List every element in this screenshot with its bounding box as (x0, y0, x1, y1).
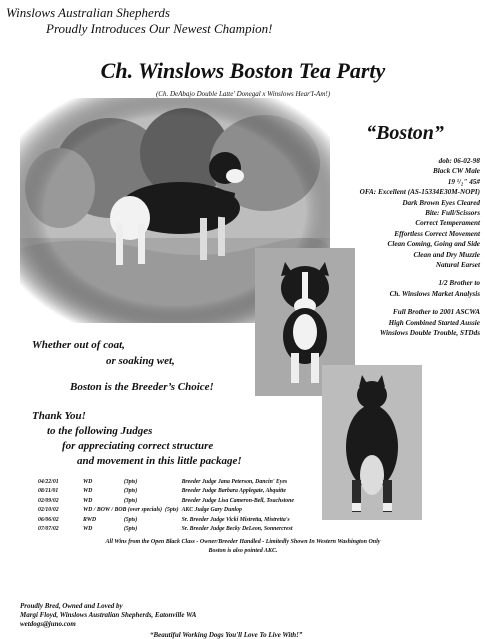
relation-line: Full Brother to 2001 ASCWA (392, 308, 480, 317)
win-points: (3pts) (123, 488, 138, 495)
slogan-line: Boston is the Breeder’s Choice! (70, 381, 214, 393)
owner-block (20, 602, 196, 629)
wins-table (38, 477, 297, 534)
win-date: 02/09/02 (38, 497, 59, 504)
win-judge: AKC Judge Gary Dunlop (181, 507, 242, 514)
relation-line: Ch. Winslows Market Analysis (389, 289, 480, 298)
win-points: (3pts) (123, 497, 138, 504)
stat-line: OFA: Excellent (AS-15334E30M-NOPI) (359, 188, 480, 197)
relation-line: 1/2 Brother to (438, 279, 480, 288)
relation-line: High Combined Started Aussie (388, 318, 480, 327)
dog-title: Ch. Winslows Boston Tea Party (100, 58, 386, 83)
win-judge: Breeder Judge Barbara Applegate, Abquitte (181, 488, 286, 495)
wins-note (40, 538, 446, 556)
email-link[interactable]: wetdogs@juno.com (20, 620, 76, 628)
table-row (38, 496, 297, 506)
stat-line: Correct Temperament (415, 219, 480, 228)
win-points: (5pts) (165, 507, 179, 514)
win-award: WD (83, 526, 93, 533)
win-date: 07/07/02 (38, 526, 59, 533)
kennel-name: Winslows Australian Shepherds (6, 5, 170, 20)
pedigree: (Ch. DeAbajo Double Latte' Donegal x Winslows Hear'I-Am!) (155, 90, 331, 98)
stat-line: dob: 06-02-98 (438, 157, 480, 165)
win-date: 04/22/01 (38, 478, 59, 485)
slogan-line: or soaking wet, (106, 355, 175, 367)
stat-line: Black CW Male (433, 167, 480, 176)
table-row (38, 515, 297, 525)
win-points: (5pts) (123, 516, 138, 523)
wins-note-line: Boston is also pointed AKC. (208, 548, 278, 554)
win-date: 06/06/02 (38, 516, 59, 523)
table-row (38, 477, 297, 487)
win-award: WD (83, 497, 93, 504)
thanks-line: to the following Judges (47, 425, 153, 437)
wins-note-line: All Wins from the Open Black Class - Owner/Breeder Handled - Limitedly Shown In Western Washington Only (105, 539, 381, 545)
table-row (38, 487, 297, 497)
win-date: 02/10/02 (38, 507, 59, 514)
win-points: (5pts) (123, 526, 138, 533)
bred-line: Proudly Bred, Owned and Loved by (20, 602, 123, 610)
thanks-line: Thank You! (32, 410, 86, 422)
win-judge: Sr. Breeder Judge Vicki Mistretta, Mistretta's (181, 516, 290, 523)
table-row (38, 506, 297, 516)
win-date: 08/11/01 (38, 488, 59, 495)
win-award: WD (83, 478, 93, 485)
stat-line: Effortless Correct Movement (394, 229, 480, 238)
dog-nickname: “Boston” (366, 122, 444, 144)
thanks-line: for appreciating correct structure (62, 440, 214, 452)
win-award: WD (83, 488, 93, 495)
win-judge: Sr. Breeder Judge Becky DeLeon, Sonnercrest (181, 526, 293, 533)
stat-line: 19 ¹/₂" 45# (447, 177, 480, 186)
relation-line: Winslows Double Trouble, STDds (379, 329, 480, 338)
stat-line: Clean and Dry Muzzle (413, 250, 480, 259)
win-award-text: WD / BOW / BOB (over specials) (83, 507, 163, 514)
slogan-line: Whether out of coat, (32, 339, 125, 351)
thanks-line: and movement in this little package! (77, 455, 242, 467)
win-award: RWD (83, 516, 97, 523)
owner-line: Margi Floyd, Winslows Australian Shepherds, Eatonville WA (20, 611, 197, 619)
win-points: (3pts) (123, 478, 138, 485)
win-judge: Breeder Judge Jana Peterson, Dancin' Eyes (181, 478, 288, 485)
thanks-block (32, 409, 242, 469)
win-award (83, 506, 182, 516)
stat-line: Clean Coming, Going and Side (387, 240, 480, 249)
table-row (38, 525, 297, 535)
intro-line: Proudly Introduces Our Newest Champion! (46, 21, 273, 36)
stat-line: Natural Earset (435, 261, 480, 270)
stat-line: Dark Brown Eyes Cleared (402, 198, 480, 207)
win-judge: Breeder Judge Lisa Cameron-Bell, Touchstone (181, 497, 294, 504)
rear-view-photo (322, 365, 422, 520)
motto: “Beautiful Working Dogs You'll Love To Live With!” (150, 631, 303, 639)
stat-line: Bite: Full/Scissors (425, 209, 480, 218)
